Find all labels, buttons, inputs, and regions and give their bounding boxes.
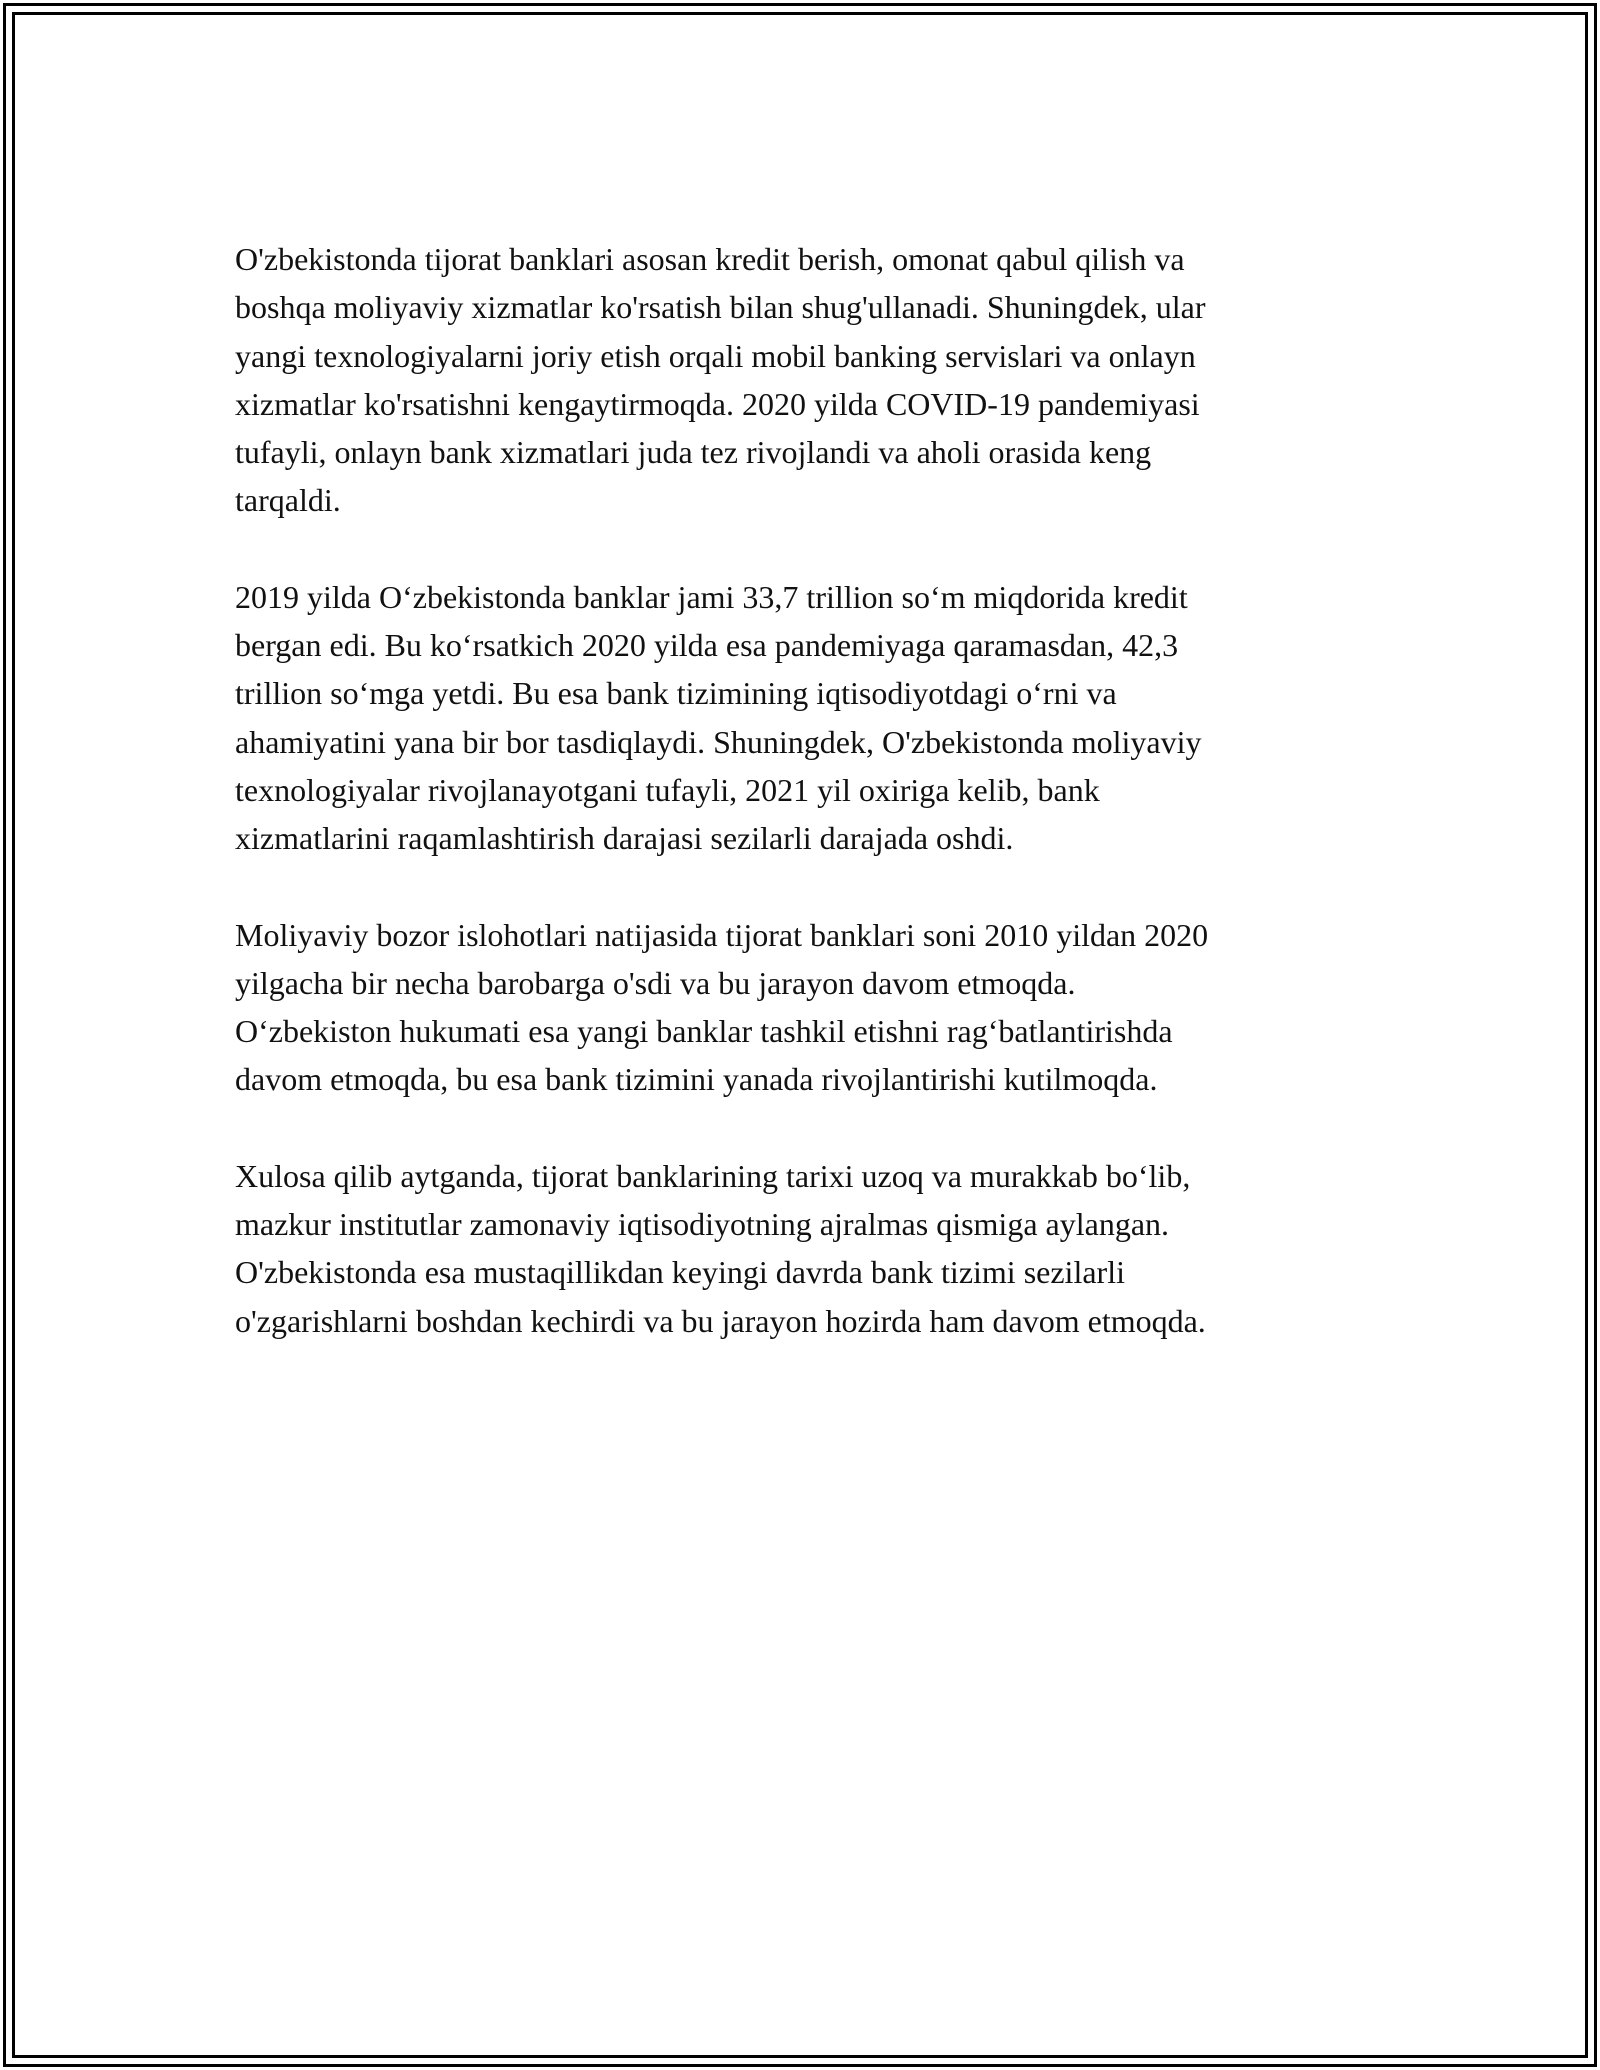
paragraph-4: Xulosa qilib aytganda, tijorat banklarining tarixi uzoq va murakkab bo‘lib, mazkur institutlar zamonaviy iqtisodiyotning ajralmas qismiga aylangan. O'zbekistonda esa mustaqillikdan keyingi davrda bank tizimi sezilarli o'zgarishlarni boshdan kechirdi va bu jarayon hozirda ham davom etmoqda.	[235, 1157, 1206, 1339]
document-body	[235, 235, 1365, 1393]
paragraph-3: Moliyaviy bozor islohotlari natijasida tijorat banklari soni 2010 yildan 2020 yilgacha bir necha barobarga o'sdi va bu jarayon davom etmoqda. O‘zbekiston hukumati esa yangi banklar tashkil etishni rag‘batlantirishda davom etmoqda, bu esa bank tizimini yanada rivojlantirishi kutilmoqda.	[235, 916, 1209, 1098]
paragraph-1: O'zbekistonda tijorat banklari asosan kredit berish, omonat qabul qilish va boshqa moliyaviy xizmatlar ko'rsatish bilan shug'ullanadi. Shuningdek, ular yangi texnologiyalarni joriy etish orqali mobil banking servislari va onlayn xizmatlar ko'rsatishni kengaytirmoqda. 2020 yilda COVID-19 pandemiyasi tufayli, onlayn bank xizmatlari juda tez rivojlandi va aholi orasida keng tarqaldi.	[235, 241, 1206, 519]
paragraph-2: 2019 yilda O‘zbekistonda banklar jami 33,7 trillion so‘m miqdorida kredit bergan edi. Bu ko‘rsatkich 2020 yilda esa pandemiyaga qaramasdan, 42,3 trillion so‘mga yetdi. Bu esa bank tizimining iqtisodiyotdagi o‘rni va ahamiyatini yana bir bor tasdiqlaydi. Shuningdek, O'zbekistonda moliyaviy texnologiyalar rivojlanayotgani tufayli, 2021 yil oxiriga kelib, bank xizmatlarini raqamlashtirish darajasi sezilarli darajada oshdi.	[235, 578, 1202, 857]
